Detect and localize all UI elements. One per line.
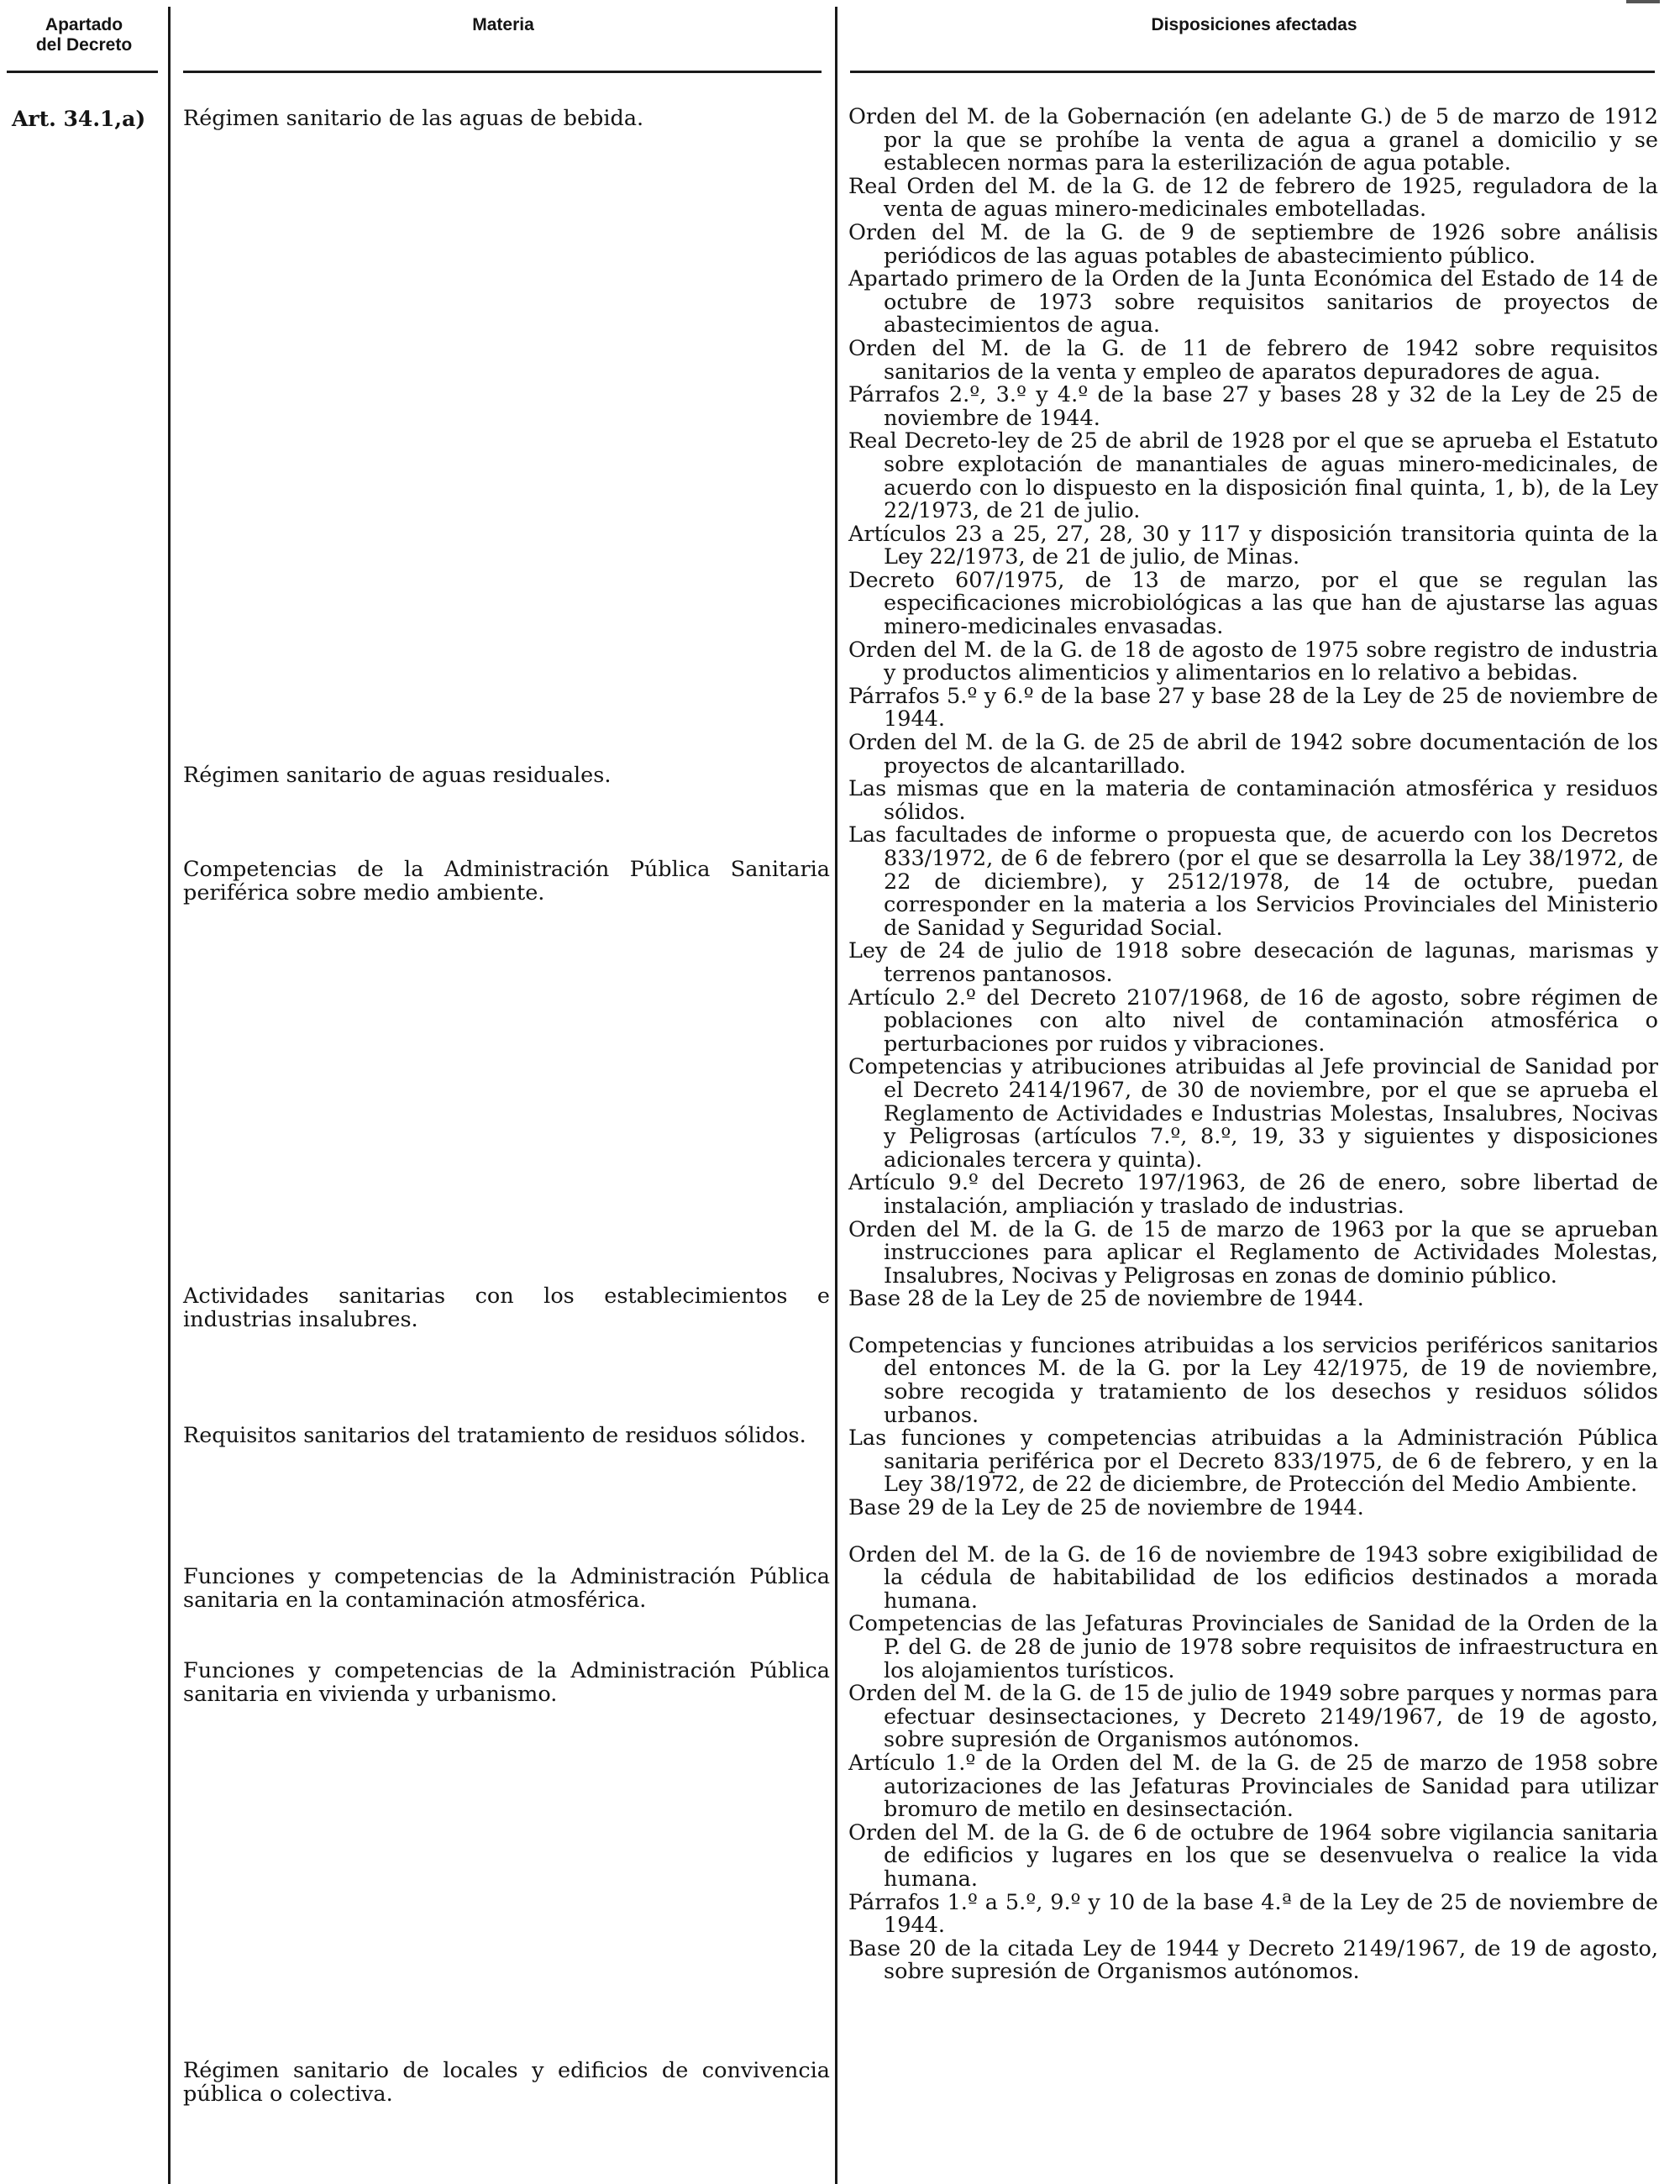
header-rule-materia	[183, 71, 822, 73]
disposicion-entry: Decreto 607/1975, de 13 de marzo, por el que se regulan las especificaciones microbiológicas a las que han de ajustarse las aguas minero-medicinales envasadas.	[848, 567, 1658, 640]
column-divider-left	[168, 7, 171, 2184]
materia-item: Funciones y competencias de la Administración Pública sanitaria en vivienda y urbanismo.	[183, 1658, 830, 1707]
header-apartado	[0, 15, 168, 55]
disposicion-entry: Orden del M. de la G. de 9 de septiembre de 1926 sobre análisis periódicos de las aguas potables de abastecimiento público.	[848, 219, 1658, 269]
disposicion-entry: Base 28 de la Ley de 25 de noviembre de 1944.	[848, 1286, 1364, 1312]
disposicion-entry: Párrafos 2.º, 3.º y 4.º de la base 27 y bases 28 y 32 de la Ley de 25 de noviembre de 1944.	[848, 382, 1658, 431]
header-disposiciones: Disposiciones afectadas	[1151, 15, 1357, 34]
disposicion-entry: Párrafos 1.º a 5.º, 9.º y 10 de la base 4.ª de la Ley de 25 de noviembre de 1944.	[848, 1889, 1658, 1939]
materia-item: Funciones y competencias de la Administración Pública sanitaria en la contaminación atmosférica.	[183, 1564, 830, 1613]
materia-item: Requisitos sanitarios del tratamiento de residuos sólidos.	[183, 1423, 806, 1448]
column-divider-right	[835, 7, 837, 2184]
header-rule-apartado	[7, 71, 158, 73]
disposicion-entry: Las mismas que en la materia de contaminación atmosférica y residuos sólidos.	[848, 776, 1658, 825]
disposicion-entry: Orden del M. de la G. de 15 de julio de 1949 sobre parques y normas para efectuar desinsectaciones, y Decreto 2149/1967, de 19 de agosto, sobre supresión de Organismos autónomos.	[848, 1681, 1658, 1753]
disposicion-entry: Las funciones y competencias atribuidas a la Administración Pública sanitaria periférica por el Decreto 833/1975, de 6 de febrero, y en la Ley 38/1972, de 22 de diciembre, de Protección del Medio Ambiente.	[848, 1425, 1658, 1498]
disposicion-entry: Orden del M. de la G. de 25 de abril de 1942 sobre documentación de los proyectos de alcantarillado.	[848, 730, 1658, 779]
disposicion-entry: Orden del M. de la Gobernación (en adelante G.) de 5 de marzo de 1912 por la que se prohíbe la venta de agua a granel a domicilio y se establecen normas para la esterilización de agua potable.	[848, 104, 1658, 176]
disposicion-entry: Base 29 de la Ley de 25 de noviembre de 1944.	[848, 1495, 1364, 1521]
disposicion-entry: Competencias y funciones atribuidas a los servicios periféricos sanitarios del entonces M. de la G. por la Ley 42/1975, de 19 de noviembre, sobre recogida y tratamiento de los desechos y residuos sólidos urbanos.	[848, 1332, 1658, 1428]
disposicion-entry: Orden del M. de la G. de 15 de marzo de 1963 por la que se aprueban instrucciones para aplicar el Reglamento de Actividades Molestas, Insalubres, Nocivas y Peligrosas en zonas de dominio público.	[848, 1216, 1658, 1289]
disposicion-entry: Real Decreto-ley de 25 de abril de 1928 por el que se aprueba el Estatuto sobre explotación de manantiales de aguas minero-medicinales, de acuerdo con lo dispuesto en la disposición final quinta, 1, b), de la Ley 22/1973, de 21 de julio.	[848, 428, 1658, 524]
header-apartado-line2: del Decreto	[35, 35, 133, 55]
header-apartado-line1: Apartado	[45, 15, 123, 34]
disposicion-entry: Orden del M. de la G. de 16 de noviembre de 1943 sobre exigibilidad de la cédula de habitabilidad de los edificios destinados a morada humana.	[848, 1541, 1658, 1614]
disposicion-entry: Apartado primero de la Orden de la Junta Económica del Estado de 14 de octubre de 1973 sobre requisitos sanitarios de proyectos de abastecimientos de agua.	[848, 266, 1658, 339]
disposicion-entry: Artículo 9.º del Decreto 197/1963, de 26 de enero, sobre libertad de instalación, ampliación y traslado de industrias.	[848, 1170, 1658, 1219]
disposicion-entry: Competencias de las Jefaturas Provinciales de Sanidad de la Orden de la P. del G. de 28 de junio de 1978 sobre requisitos de infraestructura en los alojamientos turísticos.	[848, 1611, 1658, 1683]
materia-item: Actividades sanitarias con los establecimientos e industrias insalubres.	[183, 1284, 830, 1332]
disposicion-entry: Párrafos 5.º y 6.º de la base 27 y base 28 de la Ley de 25 de noviembre de 1944.	[848, 683, 1658, 732]
disposiciones-column	[848, 106, 1658, 1984]
materia-item: Régimen sanitario de aguas residuales.	[183, 763, 612, 788]
disposicion-entry: Artículo 2.º del Decreto 2107/1968, de 16 de agosto, sobre régimen de poblaciones con alto nivel de contaminación atmosférica o perturbaciones por ruidos y vibraciones.	[848, 984, 1658, 1057]
disposicion-entry: Real Orden del M. de la G. de 12 de febrero de 1925, reguladora de la venta de aguas minero-medicinales embotelladas.	[848, 173, 1658, 223]
article-reference: Art. 34.1,a)	[12, 107, 146, 131]
header-rule-disposiciones	[850, 71, 1655, 73]
disposicion-entry: Ley de 24 de julio de 1918 sobre desecación de lagunas, marismas y terrenos pantanosos.	[848, 938, 1658, 987]
disposicion-entry: Competencias y atribuciones atribuidas al Jefe provincial de Sanidad por el Decreto 2414/1967, de 30 de noviembre, por el que se aprueba el Reglamento de Actividades e Industrias Molestas, Insalubres, Nocivas y Peligrosas (artículos 7.º, 8.º, 19, 33 y siguientes y disposiciones adicionales tercera y quinta).	[848, 1054, 1658, 1173]
disposicion-entry: Artículo 1.º de la Orden del M. de la G. de 25 de marzo de 1958 sobre autorizaciones de las Jefaturas Provinciales de Sanidad para utilizar bromuro de metilo en desinsectación.	[848, 1750, 1658, 1823]
materia-item: Competencias de la Administración Pública Sanitaria periférica sobre medio ambiente.	[183, 857, 830, 906]
materia-item: Régimen sanitario de locales y edificios de convivencia pública o colectiva.	[183, 2058, 830, 2107]
disposicion-entry: Orden del M. de la G. de 11 de febrero de 1942 sobre requisitos sanitarios de la venta y empleo de aparatos depuradores de agua.	[848, 335, 1658, 385]
disposicion-entry: Las facultades de informe o propuesta que, de acuerdo con los Decretos 833/1972, de 6 de febrero (por el que se desarrolla la Ley 38/1972, de 22 de diciembre), y 2512/1978, de 14 de octubre, puedan corresponder en la materia a los Servicios Provinciales del Ministerio de Sanidad y Seguridad Social.	[848, 822, 1658, 941]
header-materia: Materia	[472, 15, 534, 34]
disposicion-entry: Artículos 23 a 25, 27, 28, 30 y 117 y disposición transitoria quinta de la Ley 22/1973, de 21 de julio, de Minas.	[848, 521, 1658, 570]
page-corner-mark	[1626, 0, 1660, 3]
disposicion-entry: Orden del M. de la G. de 18 de agosto de 1975 sobre registro de industria y productos alimenticios y alimentarios en lo relativo a bebidas.	[848, 637, 1658, 686]
disposicion-entry: Base 20 de la citada Ley de 1944 y Decreto 2149/1967, de 19 de agosto, sobre supresión de Organismos autónomos.	[848, 1935, 1658, 1985]
disposicion-entry: Orden del M. de la G. de 6 de octubre de 1964 sobre vigilancia sanitaria de edificios y lugares en los que se desenvuelva o realice la vida humana.	[848, 1819, 1658, 1892]
materia-item: Régimen sanitario de las aguas de bebida.	[183, 106, 644, 131]
